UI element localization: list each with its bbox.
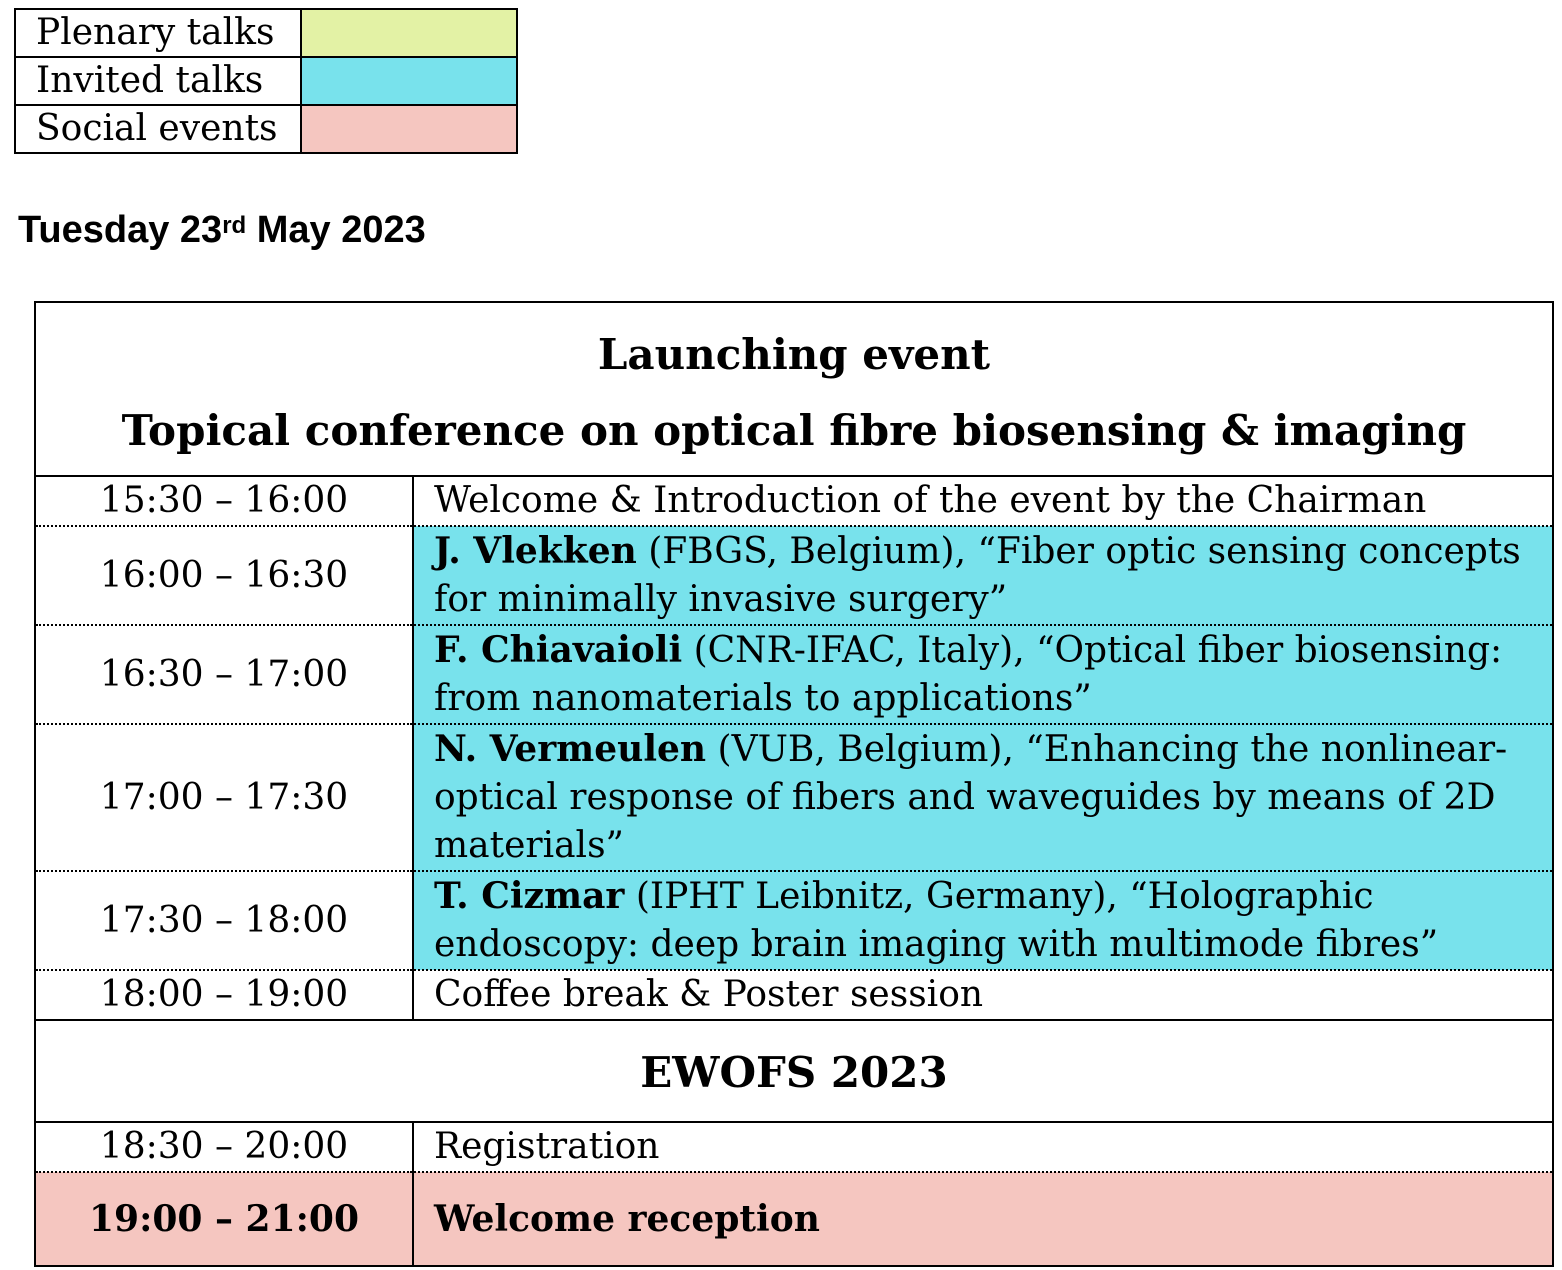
- time-slot: 16:30 – 17:00: [35, 625, 413, 724]
- schedule-row: [35, 1172, 1553, 1266]
- session-text: (IPHT Leibnitz, Germany), “Holographic endoscopy: deep brain imaging with multimode fibres”: [434, 876, 1439, 965]
- schedule-row: [35, 476, 1553, 526]
- section-title-line: Topical conference on optical fibre biosensing & imaging: [121, 406, 1467, 455]
- schedule-row: [35, 625, 1553, 724]
- section-header: [35, 1020, 1553, 1122]
- day-heading-rest: May 2023: [246, 209, 426, 251]
- session-description: [413, 970, 1553, 1020]
- legend-label: Invited talks: [15, 57, 301, 105]
- day-heading: [18, 206, 426, 254]
- speaker-name: J. Vlekken: [434, 530, 637, 572]
- session-text: Registration: [434, 1126, 660, 1167]
- session-description: [413, 1172, 1553, 1266]
- session-description: [413, 1122, 1553, 1172]
- section-header: [35, 302, 1553, 476]
- session-description: [413, 526, 1553, 625]
- time-slot: 18:00 – 19:00: [35, 970, 413, 1020]
- section-title-line: EWOFS 2023: [640, 1048, 948, 1097]
- legend-row: [15, 105, 517, 153]
- session-description: [413, 476, 1553, 526]
- schedule-row: [35, 724, 1553, 871]
- legend-table: [14, 8, 518, 154]
- legend-label: Plenary talks: [15, 9, 301, 57]
- schedule-table: [34, 301, 1554, 1267]
- schedule-row: [35, 526, 1553, 625]
- session-description: [413, 625, 1553, 724]
- section-title: [35, 1020, 1553, 1122]
- schedule-row: [35, 970, 1553, 1020]
- section-title-line: Launching event: [597, 330, 991, 379]
- legend-swatch: [301, 57, 517, 105]
- day-heading-prefix: Tuesday 23: [18, 209, 223, 251]
- session-text: (VUB, Belgium), “Enhancing the nonlinear-optical response of fibers and waveguides by means of 2D materials”: [434, 729, 1508, 866]
- session-text: Welcome & Introduction of the event by the Chairman: [434, 480, 1427, 521]
- schedule-row: [35, 871, 1553, 970]
- legend-label: Social events: [15, 105, 301, 153]
- legend-swatch: [301, 9, 517, 57]
- speaker-name: N. Vermeulen: [434, 728, 707, 770]
- schedule-row: [35, 1122, 1553, 1172]
- time-slot: 17:00 – 17:30: [35, 724, 413, 871]
- day-heading-ordinal: rd: [222, 212, 247, 239]
- time-slot: 19:00 – 21:00: [35, 1172, 413, 1266]
- session-text: (CNR-IFAC, Italy), “Optical fiber biosensing: from nanomaterials to applications”: [434, 630, 1503, 719]
- session-description: [413, 871, 1553, 970]
- section-title: [35, 302, 1553, 476]
- time-slot: 18:30 – 20:00: [35, 1122, 413, 1172]
- session-text: (FBGS, Belgium), “Fiber optic sensing concepts for minimally invasive surgery”: [434, 531, 1521, 620]
- legend-row: [15, 9, 517, 57]
- session-text: Welcome reception: [434, 1197, 820, 1240]
- legend-row: [15, 57, 517, 105]
- time-slot: 15:30 – 16:00: [35, 476, 413, 526]
- session-text: Coffee break & Poster session: [434, 974, 984, 1015]
- session-description: [413, 724, 1553, 871]
- legend-swatch: [301, 105, 517, 153]
- speaker-name: F. Chiavaioli: [434, 629, 683, 671]
- time-slot: 16:00 – 16:30: [35, 526, 413, 625]
- time-slot: 17:30 – 18:00: [35, 871, 413, 970]
- speaker-name: T. Cizmar: [434, 875, 625, 917]
